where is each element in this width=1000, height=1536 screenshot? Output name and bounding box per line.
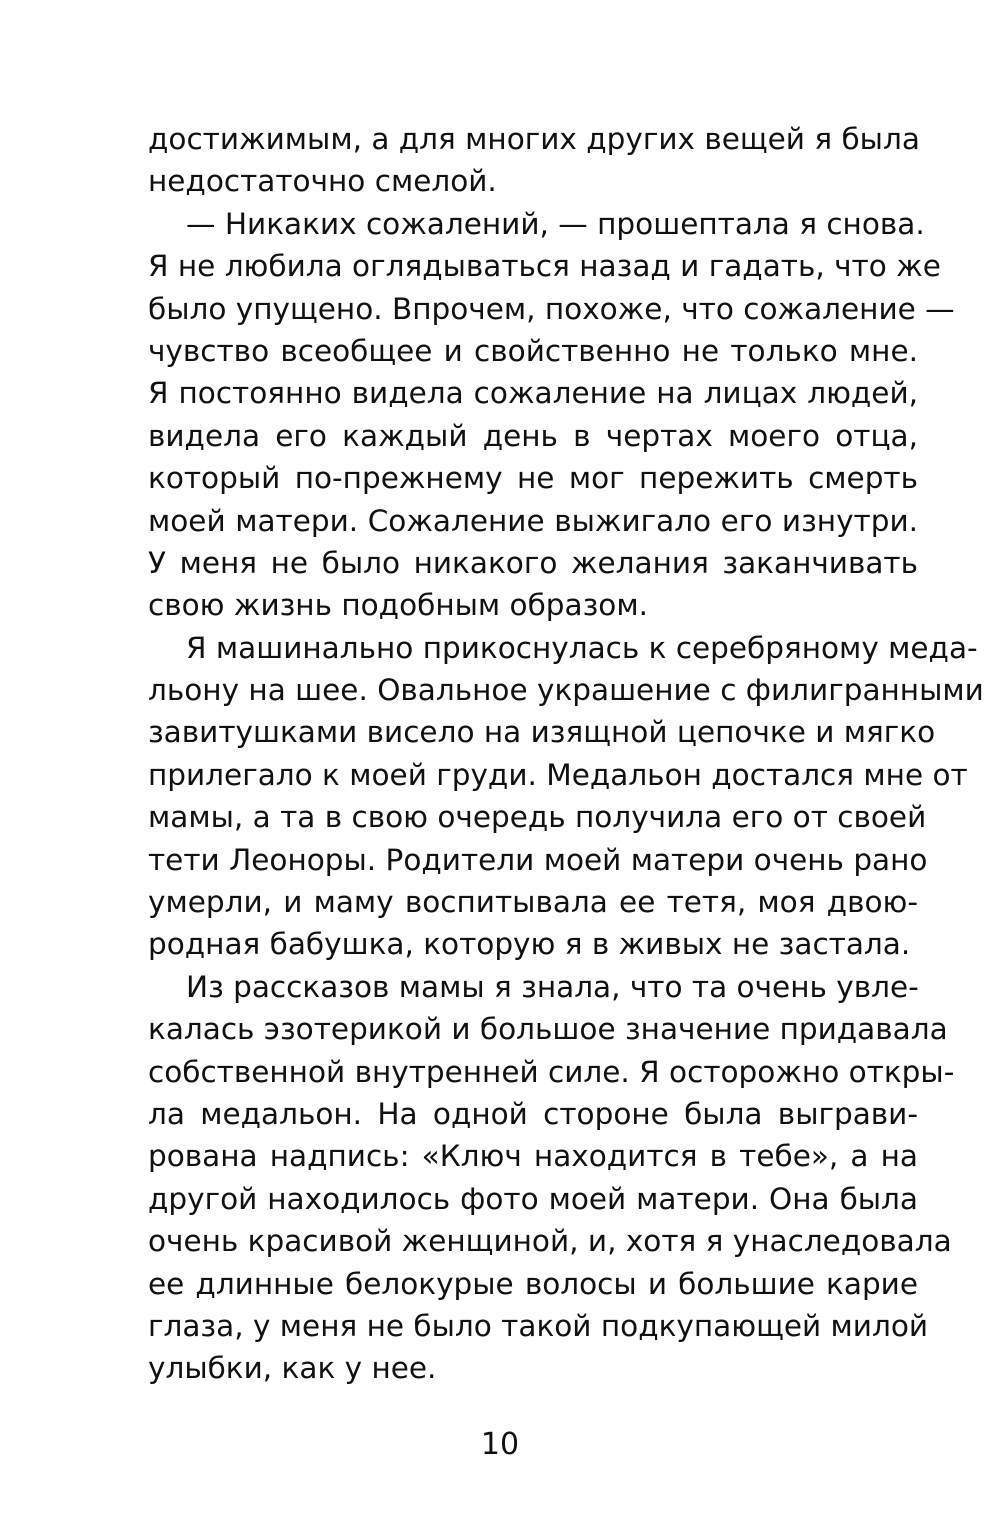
text-line: чувство всеобщее и свойственно не только мне. xyxy=(148,333,918,368)
text-line: Из рассказов мамы я знала, что та очень увле- xyxy=(186,969,919,1004)
page-number: 10 xyxy=(480,1427,520,1462)
paragraph xyxy=(148,203,955,627)
text-line: Я постоянно видела сожаление на лицах людей, xyxy=(148,376,918,411)
paragraph xyxy=(148,627,984,966)
text-line: умерли, и маму воспитывала ее тетя, моя двою- xyxy=(148,885,918,920)
text-line: родная бабушка, которую я в живых не застала. xyxy=(148,927,911,962)
text-line: Я машинально прикоснулась к серебряному меда- xyxy=(186,630,978,665)
paragraph xyxy=(148,966,955,1390)
text-line: Я не любила оглядываться назад и гадать, что же xyxy=(148,249,941,284)
text-line: У меня не было никакого желания заканчивать xyxy=(148,545,918,580)
text-line: моей матери. Сожаление выжигало его изнутри. xyxy=(148,503,918,538)
text-line: прилегало к моей груди. Медальон достался мне от xyxy=(148,757,968,792)
text-line: тети Леоноры. Родители моей матери очень рано xyxy=(148,842,928,877)
text-line: мамы, а та в свою очередь получила его от своей xyxy=(148,800,927,835)
text-line: — Никаких сожалений, — прошептала я снова. xyxy=(186,206,925,241)
body-text xyxy=(148,118,984,1390)
text-line: достижимым, а для многих других вещей я была xyxy=(148,122,920,156)
text-line: ее длинные белокурые волосы и большие карие xyxy=(148,1266,918,1301)
text-line: собственной внутренней силе. Я осторожно откры- xyxy=(148,1054,955,1089)
text-line: глаза, у меня не было такой подкупающей милой xyxy=(148,1308,929,1343)
text-line: улыбки, как у нее. xyxy=(148,1351,437,1386)
text-line: очень красивой женщиной, и, хотя я унаследовала xyxy=(148,1224,952,1259)
text-line: завитушками висело на изящной цепочке и мягко xyxy=(148,715,936,750)
text-line: другой находилось фото моей матери. Она была xyxy=(148,1181,918,1216)
text-line: было упущено. Впрочем, похоже, что сожаление — xyxy=(148,291,955,326)
text-line: видела его каждый день в чертах моего отца, xyxy=(148,418,918,453)
text-line: калась эзотерикой и большое значение придавала xyxy=(148,1012,948,1047)
paragraph xyxy=(148,118,918,203)
text-line: льону на шее. Овальное украшение с филигранными xyxy=(148,673,984,708)
text-line: свою жизнь подобным образом. xyxy=(148,588,648,623)
text-line: рована надпись: «Ключ находится в тебе», а на xyxy=(148,1139,918,1174)
text-line: ла медальон. На одной стороне была выграви- xyxy=(148,1096,918,1131)
text-line: недостаточно смелой. xyxy=(148,164,497,199)
text-line: который по-прежнему не мог пережить смерть xyxy=(148,461,918,496)
